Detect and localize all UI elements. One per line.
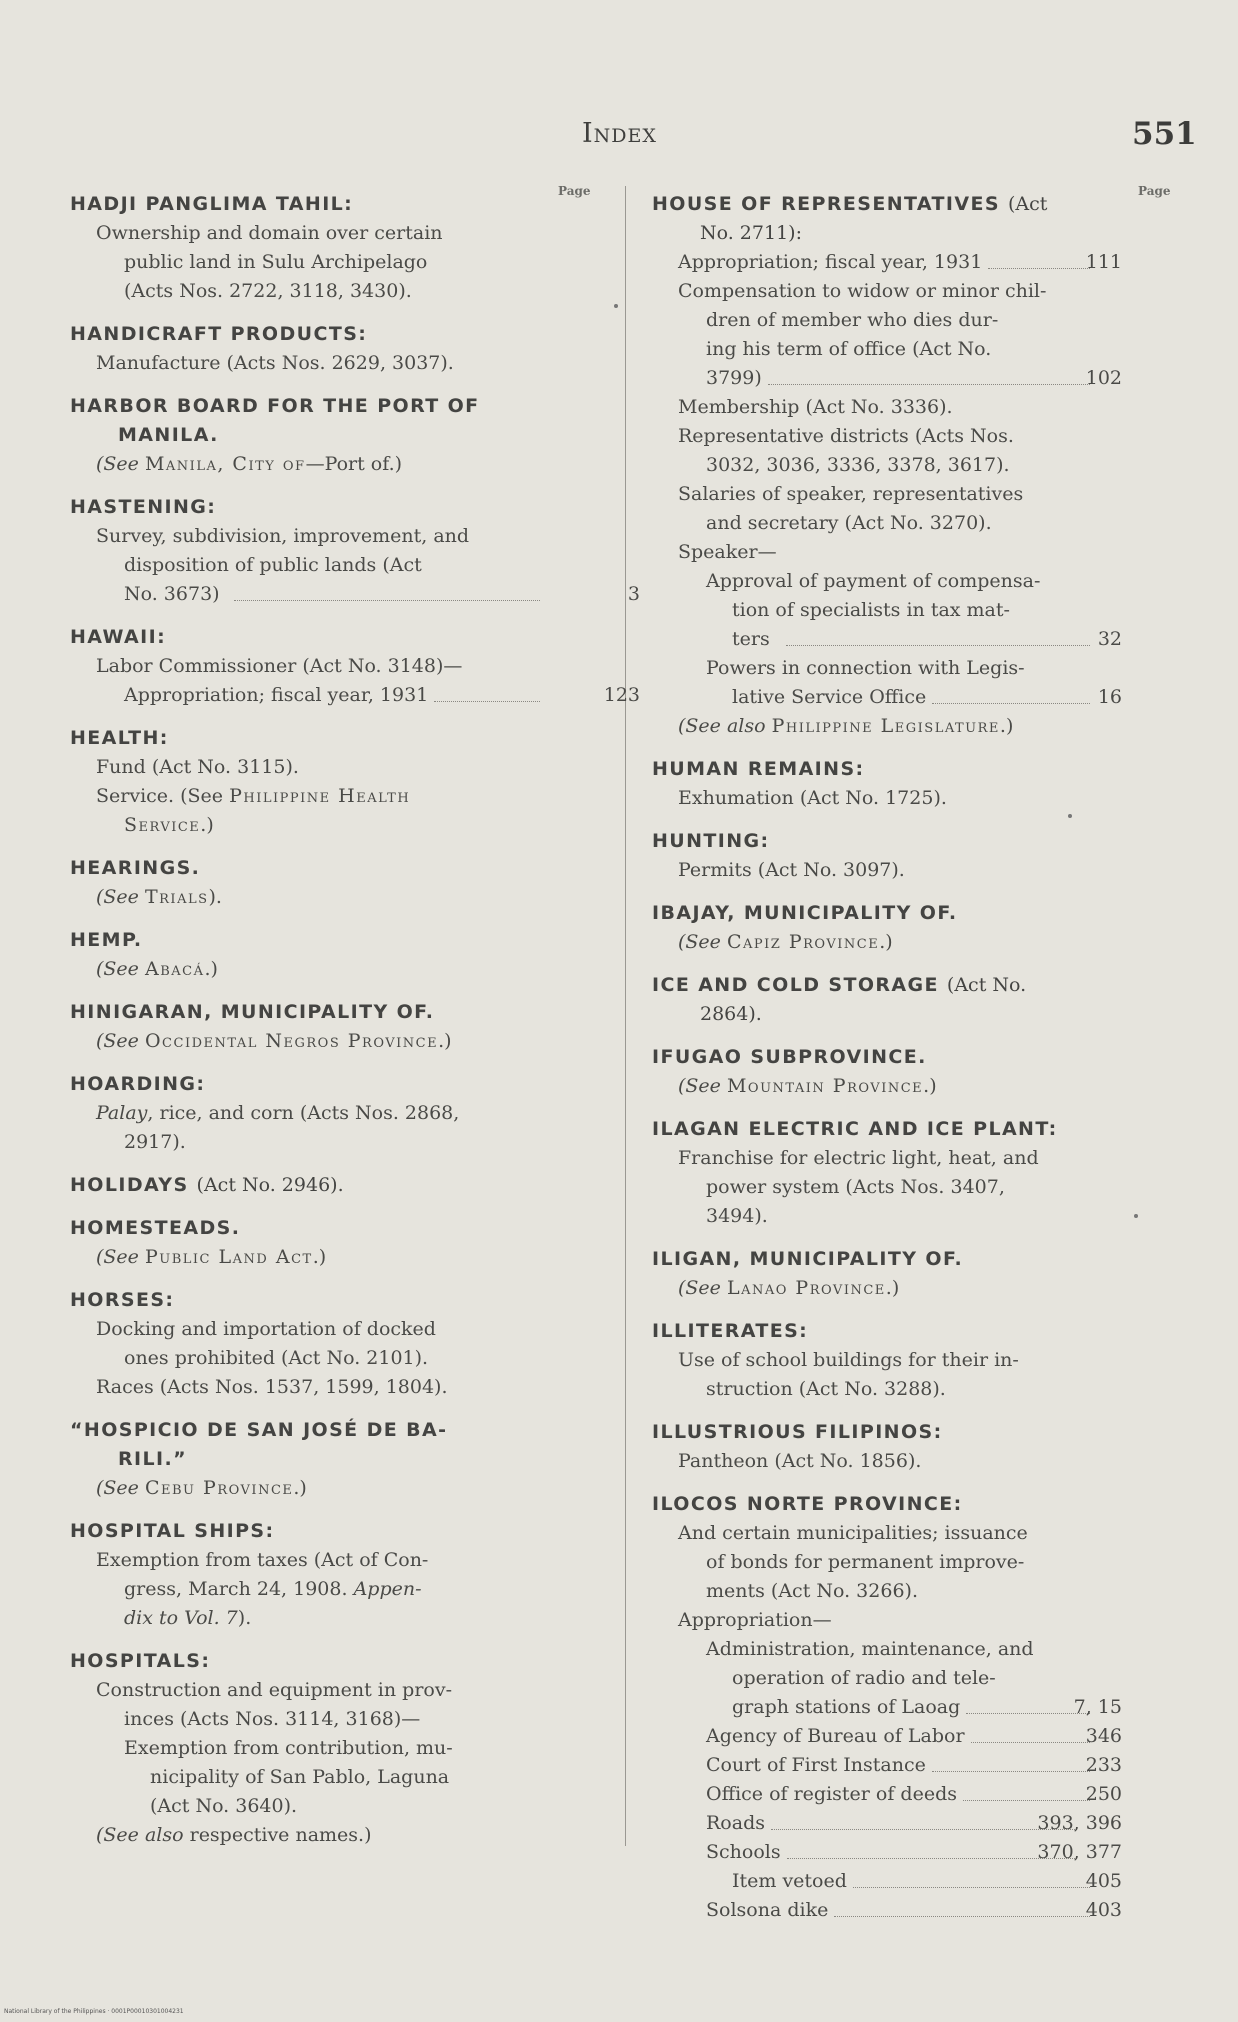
page-ref: 403 bbox=[1085, 1899, 1122, 1921]
entry-line: Approval of payment of compensa- bbox=[706, 570, 1041, 592]
see-reference: (See Cebu Province.) bbox=[96, 1477, 307, 1499]
entry-heading: ICE AND COLD STORAGE (Act No. bbox=[652, 974, 1027, 996]
index-entry bbox=[652, 1418, 1122, 1476]
entry-heading: HINIGARAN, MUNICIPALITY OF. bbox=[70, 1001, 435, 1023]
index-entry bbox=[70, 1517, 548, 1633]
entry-heading: HOARDING: bbox=[70, 1073, 206, 1095]
page-ref: 3 bbox=[627, 583, 640, 605]
entry-line: Roads 393, 396 bbox=[652, 1809, 1122, 1838]
page-ref: 346 bbox=[1085, 1725, 1122, 1747]
entry-line: Races (Acts Nos. 1537, 1599, 1804). bbox=[96, 1376, 448, 1398]
see-reference: (See Manila, City of—Port of.) bbox=[96, 453, 403, 475]
entry-line: of bonds for permanent improve- bbox=[706, 1551, 1025, 1573]
scan-footer: National Library of the Philippines · 0001P00010301004231 bbox=[4, 2008, 184, 2015]
entry-line: gress, March 24, 1908. Appen- bbox=[124, 1578, 422, 1600]
entry-heading: HEARINGS. bbox=[70, 857, 201, 879]
entry-line: Fund (Act No. 3115). bbox=[96, 756, 299, 778]
entry-line: And certain municipalities; issuance bbox=[678, 1522, 1028, 1544]
entry-line: Item vetoed 405 bbox=[652, 1867, 1122, 1896]
entry-line: Docking and importation of docked bbox=[96, 1318, 436, 1340]
entry-line: Agency of Bureau of Labor 346 bbox=[652, 1722, 1122, 1751]
entry-line: Appropriation; fiscal year, 1931 111 bbox=[652, 248, 1122, 277]
entry-heading: HUMAN REMAINS: bbox=[652, 758, 865, 780]
entry-heading: RILI.” bbox=[118, 1448, 187, 1470]
entry-line: Schools 370, 377 bbox=[652, 1838, 1122, 1867]
entry-heading: HOSPITALS: bbox=[70, 1650, 211, 1672]
entry-heading: HASTENING: bbox=[70, 496, 217, 518]
printing-speck bbox=[614, 304, 618, 308]
see-reference: (See also Philippine Legislature.) bbox=[678, 715, 1014, 737]
index-entry bbox=[70, 493, 640, 609]
entry-line: inces (Acts Nos. 3114, 3168)— bbox=[124, 1708, 421, 1730]
entry-line: Membership (Act No. 3336). bbox=[678, 396, 953, 418]
see-reference: (See Public Land Act.) bbox=[96, 1246, 327, 1268]
page-ref: 405 bbox=[1085, 1870, 1122, 1892]
entry-heading: HAWAII: bbox=[70, 626, 167, 648]
entry-line: Franchise for electric light, heat, and bbox=[678, 1147, 1039, 1169]
entry-heading: HOSPITAL SHIPS: bbox=[70, 1520, 275, 1542]
entry-line: power system (Acts Nos. 3407, bbox=[706, 1176, 1005, 1198]
page-ref: 102 bbox=[1085, 367, 1122, 389]
entry-line: Exhumation (Act No. 1725). bbox=[678, 787, 947, 809]
entry-line: Appropriation— bbox=[678, 1609, 832, 1631]
entry-line: Construction and equipment in prov- bbox=[96, 1679, 452, 1701]
entry-heading: HUNTING: bbox=[652, 830, 770, 852]
see-reference: (See Lanao Province.) bbox=[678, 1277, 900, 1299]
index-entry bbox=[652, 1115, 1122, 1231]
entry-line: (Acts Nos. 2722, 3118, 3430). bbox=[124, 280, 412, 302]
index-entry bbox=[70, 190, 548, 306]
entry-line: disposition of public lands (Act bbox=[124, 554, 422, 576]
entry-line: Appropriation; fiscal year, 1931 123 bbox=[70, 681, 548, 710]
entry-line: Pantheon (Act No. 1856). bbox=[678, 1450, 922, 1472]
index-entry bbox=[70, 623, 640, 710]
index-entry bbox=[70, 998, 548, 1056]
printing-speck bbox=[1068, 814, 1072, 818]
index-entry bbox=[70, 1214, 548, 1272]
entry-line: Service.) bbox=[124, 814, 214, 836]
entry-heading: HARBOR BOARD FOR THE PORT OF bbox=[70, 395, 480, 417]
entry-heading: IFUGAO SUBPROVINCE. bbox=[652, 1046, 927, 1068]
page-ref: 32 bbox=[1097, 628, 1122, 650]
index-column-right bbox=[652, 190, 1122, 1939]
index-entry bbox=[652, 1245, 1122, 1303]
page-ref: 393, 396 bbox=[1037, 1812, 1122, 1834]
entry-line: Palay, rice, and corn (Acts Nos. 2868, bbox=[96, 1102, 460, 1124]
entry-heading: ILOCOS NORTE PROVINCE: bbox=[652, 1493, 963, 1515]
entry-line: Exemption from taxes (Act of Con- bbox=[96, 1549, 429, 1571]
page-ref: 7, 15 bbox=[1073, 1696, 1122, 1718]
entry-heading: ILLITERATES: bbox=[652, 1320, 809, 1342]
entry-heading: HOMESTEADS. bbox=[70, 1217, 241, 1239]
entry-line: Service. (See Philippine Health bbox=[96, 785, 411, 807]
entry-line: 3799) 102 bbox=[652, 364, 1122, 393]
index-entry bbox=[652, 1490, 1122, 1925]
entry-line: Office of register of deeds 250 bbox=[652, 1780, 1122, 1809]
entry-heading: IBAJAY, MUNICIPALITY OF. bbox=[652, 902, 958, 924]
entry-heading: ILLUSTRIOUS FILIPINOS: bbox=[652, 1421, 943, 1443]
entry-heading: “HOSPICIO DE SAN JOSÉ DE BA- bbox=[70, 1419, 448, 1441]
index-entry bbox=[70, 320, 548, 378]
page-column-label: Page bbox=[1138, 184, 1171, 198]
entry-line: public land in Sulu Archipelago bbox=[124, 251, 428, 273]
entry-line: Permits (Act No. 3097). bbox=[678, 859, 905, 881]
entry-line: Representative districts (Acts Nos. bbox=[678, 425, 1014, 447]
entry-line: nicipality of San Pablo, Laguna bbox=[150, 1766, 450, 1788]
entry-line: 2917). bbox=[124, 1131, 186, 1153]
index-entry bbox=[652, 899, 1122, 957]
entry-line: Administration, maintenance, and bbox=[706, 1638, 1034, 1660]
entry-line: (Act No. 3640). bbox=[150, 1795, 298, 1817]
index-entry bbox=[70, 392, 548, 479]
entry-line: 3032, 3036, 3336, 3378, 3617). bbox=[706, 454, 1010, 476]
entry-heading: HEALTH: bbox=[70, 727, 169, 749]
entry-line: Compensation to widow or minor chil- bbox=[678, 280, 1047, 302]
page-ref: 111 bbox=[1085, 251, 1122, 273]
page-ref: 16 bbox=[1097, 686, 1122, 708]
entry-line: Manufacture (Acts Nos. 2629, 3037). bbox=[96, 352, 454, 374]
entry-line: ing his term of office (Act No. bbox=[706, 338, 992, 360]
entry-line: struction (Act No. 3288). bbox=[706, 1378, 946, 1400]
entry-heading: 2864). bbox=[700, 1003, 762, 1025]
entry-line: operation of radio and tele- bbox=[732, 1667, 996, 1689]
entry-line: ones prohibited (Act No. 2101). bbox=[124, 1347, 429, 1369]
entry-heading: HADJI PANGLIMA TAHIL: bbox=[70, 193, 354, 215]
entry-line: Powers in connection with Legis- bbox=[706, 657, 1025, 679]
entry-heading: ILAGAN ELECTRIC AND ICE PLANT: bbox=[652, 1118, 1058, 1140]
entry-heading: No. 2711): bbox=[700, 222, 802, 244]
column-divider bbox=[625, 186, 626, 1846]
index-entry bbox=[70, 1647, 548, 1850]
running-title: Index bbox=[582, 118, 657, 149]
index-entry bbox=[652, 190, 1122, 741]
entry-heading: ILIGAN, MUNICIPALITY OF. bbox=[652, 1248, 964, 1270]
see-reference: (See Mountain Province.) bbox=[678, 1075, 937, 1097]
index-entry bbox=[70, 1416, 548, 1503]
entry-heading: HANDICRAFT PRODUCTS: bbox=[70, 323, 368, 345]
page-number: 551 bbox=[1132, 116, 1197, 152]
see-reference: (See Abacá.) bbox=[96, 958, 218, 980]
entry-line: Salaries of speaker, representatives bbox=[678, 483, 1024, 505]
entry-heading: HORSES: bbox=[70, 1289, 175, 1311]
entry-line: lative Service Office 16 bbox=[652, 683, 1122, 712]
index-entry bbox=[70, 724, 548, 840]
entry-line: graph stations of Laoag 7, 15 bbox=[652, 1693, 1122, 1722]
entry-line: Exemption from contribution, mu- bbox=[124, 1737, 453, 1759]
entry-line: dren of member who dies dur- bbox=[706, 309, 999, 331]
index-entry bbox=[70, 1286, 548, 1402]
page-ref: 123 bbox=[603, 684, 640, 706]
index-entry bbox=[652, 827, 1122, 885]
index-entry bbox=[652, 971, 1122, 1029]
index-entry bbox=[652, 1043, 1122, 1101]
entry-line: and secretary (Act No. 3270). bbox=[706, 512, 992, 534]
entry-line: 3494). bbox=[706, 1205, 768, 1227]
index-entry bbox=[652, 1317, 1122, 1404]
entry-line: Use of school buildings for their in- bbox=[678, 1349, 1019, 1371]
index-entry bbox=[70, 1070, 548, 1157]
entry-line: Court of First Instance 233 bbox=[652, 1751, 1122, 1780]
entry-heading: MANILA. bbox=[118, 424, 219, 446]
entry-line: Solsona dike 403 bbox=[652, 1896, 1122, 1925]
page-header bbox=[0, 118, 1238, 158]
entry-line: No. 3673) 3 bbox=[70, 580, 548, 609]
entry-line: ments (Act No. 3266). bbox=[706, 1580, 918, 1602]
see-reference: (See also respective names.) bbox=[96, 1824, 372, 1846]
entry-heading: HOLIDAYS (Act No. 2946). bbox=[70, 1174, 344, 1196]
entry-line: tion of specialists in tax mat- bbox=[732, 599, 1010, 621]
index-entry bbox=[70, 854, 548, 912]
entry-line: dix to Vol. 7). bbox=[124, 1607, 252, 1629]
entry-line: Speaker— bbox=[678, 541, 777, 563]
entry-line: Ownership and domain over certain bbox=[96, 222, 443, 244]
see-reference: (See Capiz Province.) bbox=[678, 931, 893, 953]
entry-line: Survey, subdivision, improvement, and bbox=[96, 525, 470, 547]
page-ref: 370, 377 bbox=[1037, 1841, 1122, 1863]
entry-line: ters 32 bbox=[652, 625, 1122, 654]
entry-line: Labor Commissioner (Act No. 3148)— bbox=[96, 655, 463, 677]
see-reference: (See Occidental Negros Province.) bbox=[96, 1030, 452, 1052]
index-entry bbox=[70, 926, 548, 984]
entry-heading: HOUSE OF REPRESENTATIVES (Act bbox=[652, 193, 1048, 215]
page-ref: 250 bbox=[1085, 1783, 1122, 1805]
page-ref: 233 bbox=[1085, 1754, 1122, 1776]
see-reference: (See Trials). bbox=[96, 886, 222, 908]
entry-heading: HEMP. bbox=[70, 929, 143, 951]
printing-speck bbox=[1134, 1214, 1138, 1218]
index-entry bbox=[70, 1171, 548, 1200]
index-entry bbox=[652, 755, 1122, 813]
page-column-label: Page bbox=[558, 184, 591, 198]
